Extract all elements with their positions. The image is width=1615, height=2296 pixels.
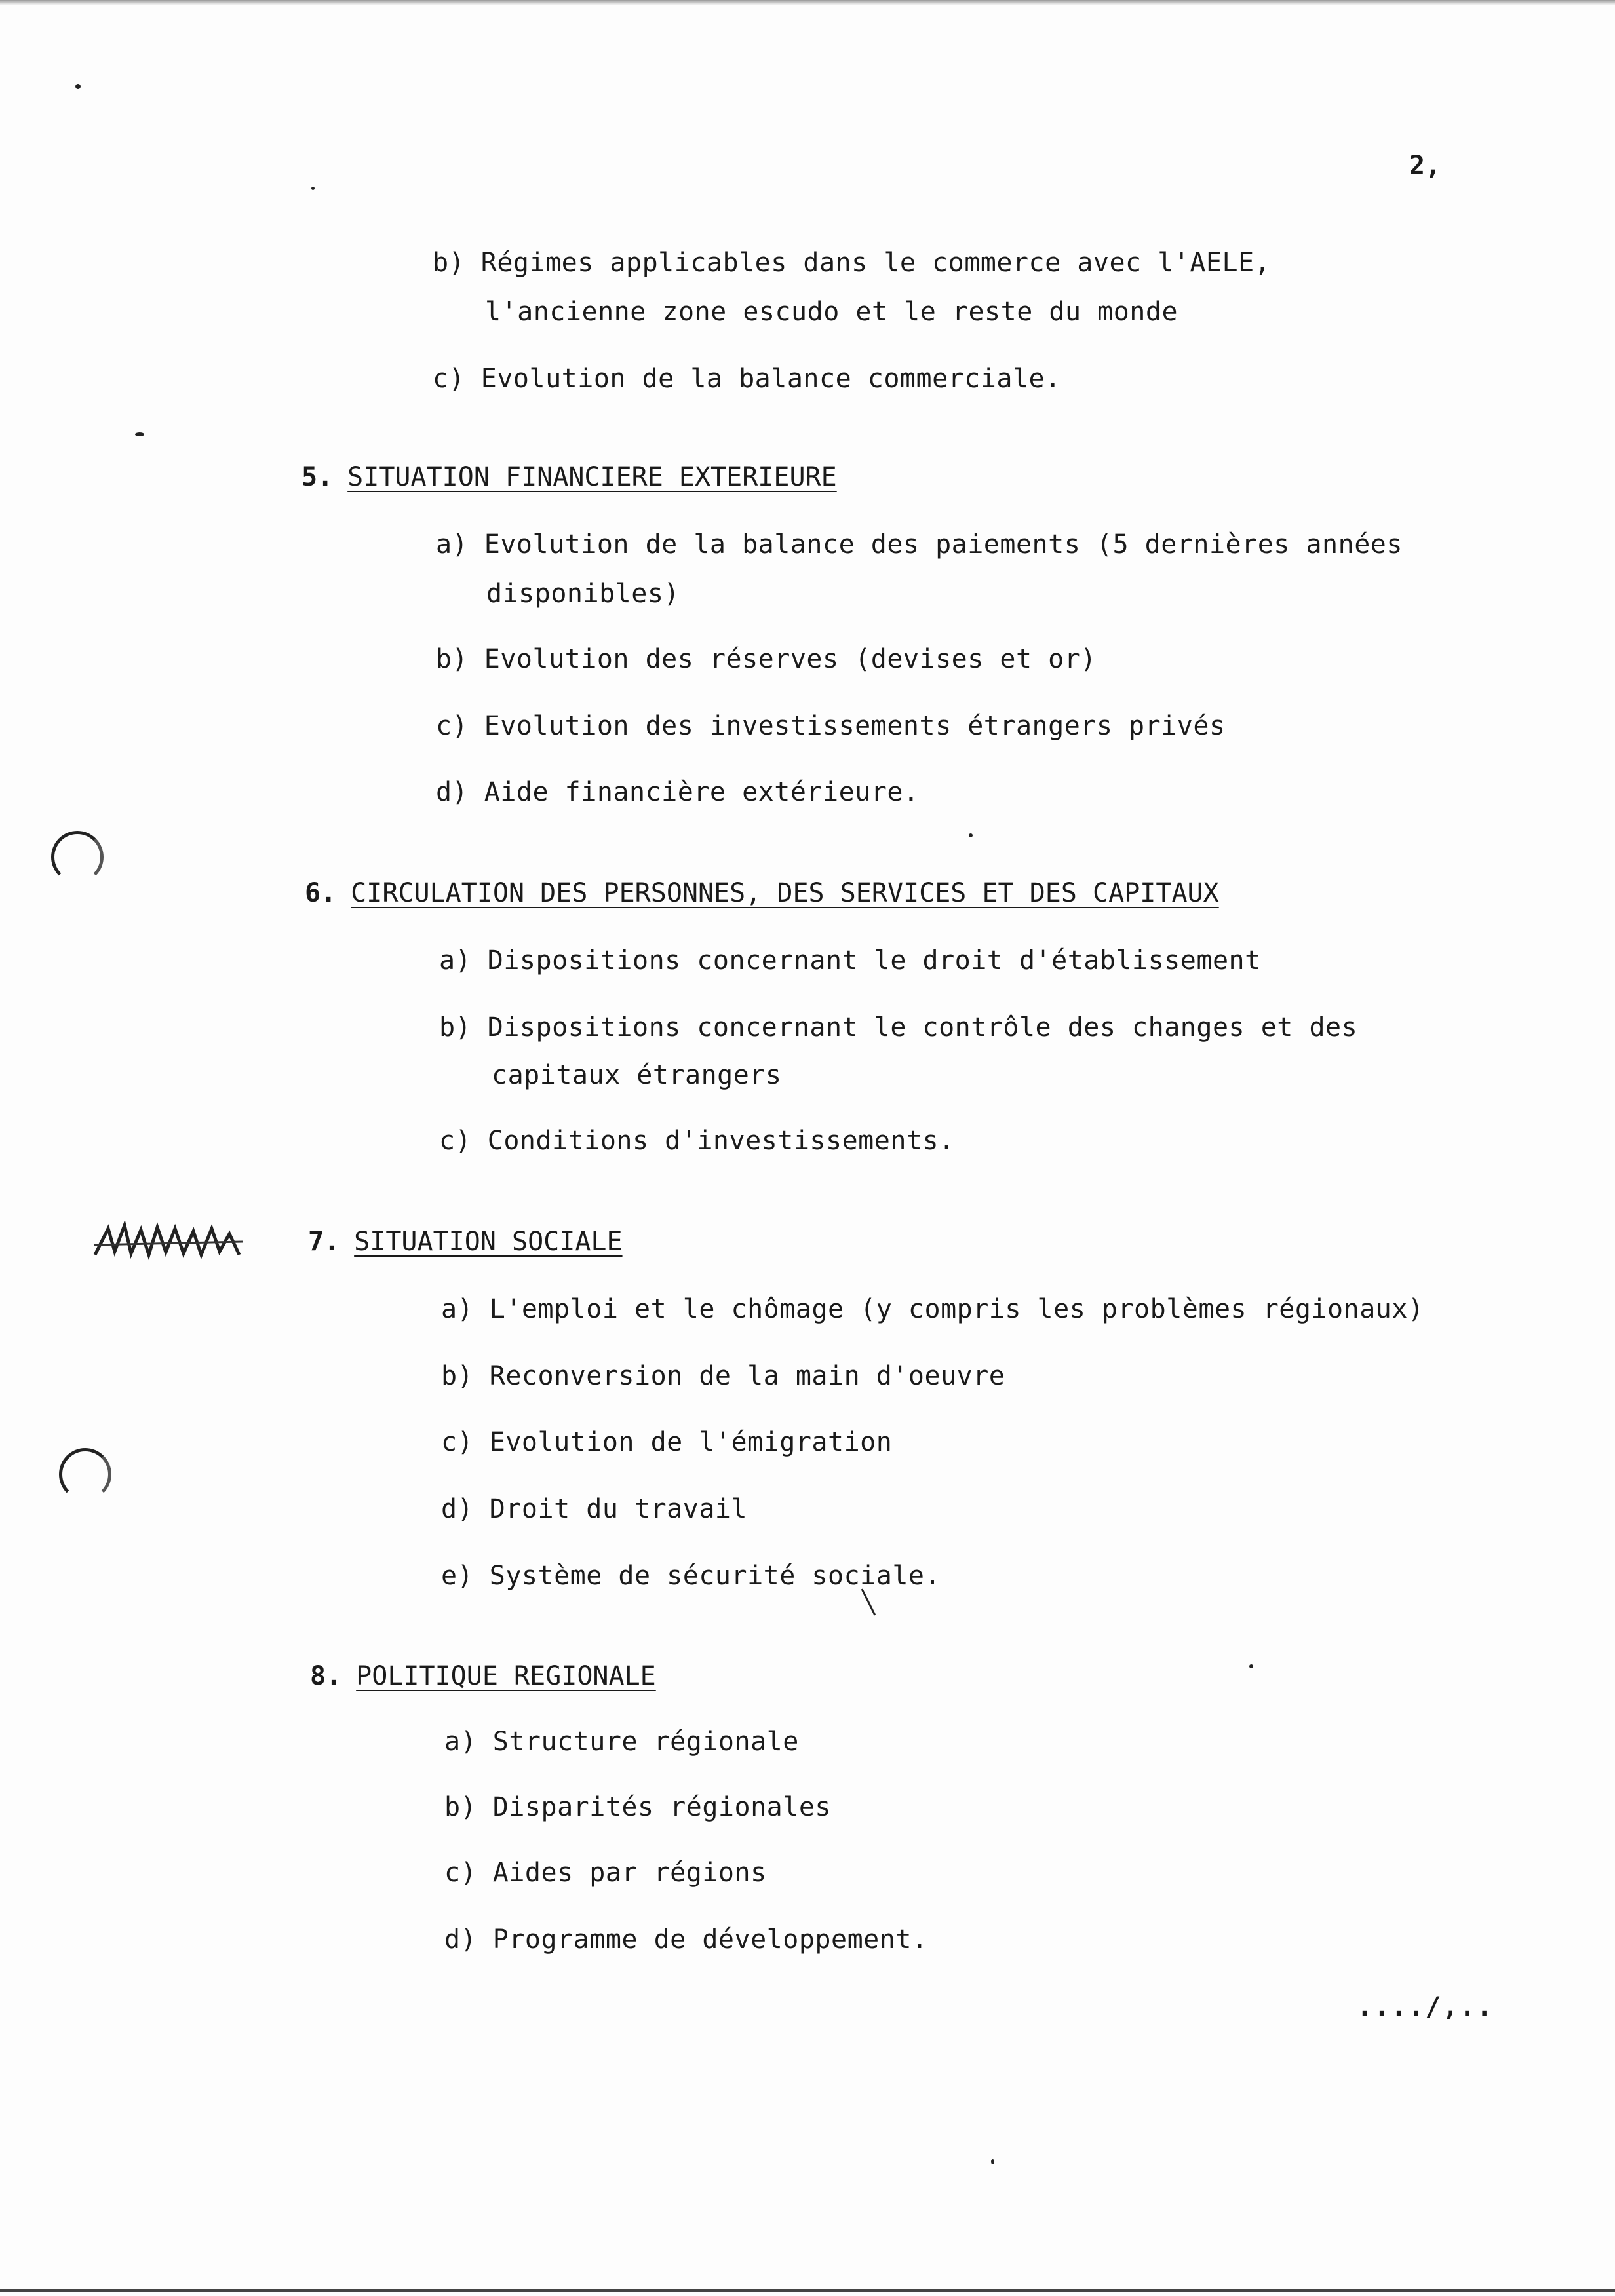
- item-4b-cont: l'ancienne zone escudo et le reste du monde: [485, 297, 1178, 327]
- item-label: c): [441, 1427, 474, 1457]
- item-text: Dispositions concernant le droit d'établissement: [487, 946, 1261, 976]
- section-number: 8.: [310, 1661, 342, 1691]
- item-label: a): [436, 529, 469, 560]
- item-text: Aides par régions: [492, 1858, 767, 1888]
- item-text: Conditions d'investissements.: [487, 1126, 955, 1156]
- section-6-heading: [305, 878, 1219, 908]
- section-title: POLITIQUE REGIONALE: [356, 1661, 656, 1691]
- item-8c: [444, 1858, 767, 1888]
- item-label: a): [439, 946, 472, 976]
- item-label: d): [441, 1494, 474, 1524]
- item-label: a): [441, 1294, 474, 1324]
- punch-hole-top: [51, 831, 104, 883]
- item-label: c): [433, 364, 465, 394]
- item-text: Evolution de la balance des paiements (5 dernières années: [484, 529, 1403, 560]
- item-label: c): [436, 711, 469, 741]
- item-label: e): [441, 1561, 474, 1591]
- page-number: 2,: [1409, 151, 1441, 181]
- item-text: Système de sécurité sociale.: [489, 1561, 941, 1591]
- scan-speck: [1249, 1664, 1253, 1668]
- item-text: Evolution des investissements étrangers privés: [484, 711, 1226, 741]
- item-label: c): [439, 1126, 472, 1156]
- item-label: a): [444, 1727, 477, 1757]
- continuation-mark: ..../,..: [1357, 1992, 1494, 2022]
- item-8d: [444, 1924, 927, 1955]
- scan-speck: [75, 84, 81, 89]
- scan-speck: [969, 833, 973, 837]
- item-text: Programme de développement.: [492, 1924, 928, 1955]
- item-label: b): [436, 644, 469, 674]
- item-text: Disparités régionales: [492, 1792, 831, 1822]
- item-label: b): [439, 1012, 472, 1043]
- item-text: Aide financière extérieure.: [484, 777, 920, 807]
- handwritten-scribble-mark: [88, 1215, 252, 1268]
- item-5b: [436, 644, 1097, 674]
- section-number: 7.: [308, 1227, 340, 1257]
- item-7b: [441, 1361, 1005, 1391]
- section-5-heading: [302, 462, 837, 492]
- item-7c: [441, 1427, 892, 1457]
- section-number: 6.: [305, 878, 337, 908]
- scan-speck: [991, 2159, 994, 2164]
- item-label: d): [444, 1924, 477, 1955]
- item-7a: [441, 1294, 1424, 1324]
- scan-speck: [135, 432, 144, 436]
- section-7-heading: [308, 1227, 623, 1257]
- item-4c: [433, 364, 1061, 394]
- section-title: SITUATION SOCIALE: [354, 1227, 623, 1257]
- section-title: CIRCULATION DES PERSONNES, DES SERVICES ET DES CAPITAUX: [351, 878, 1219, 908]
- scan-top-edge: [0, 0, 1615, 5]
- item-text: Evolution de la balance commerciale.: [480, 364, 1061, 394]
- section-title: SITUATION FINANCIERE EXTERIEURE: [347, 462, 837, 492]
- item-label: b): [441, 1361, 474, 1391]
- item-text: Evolution des réserves (devises et or): [484, 644, 1097, 674]
- item-text: Reconversion de la main d'oeuvre: [489, 1361, 1005, 1391]
- item-5d: [436, 777, 919, 807]
- item-8a: [444, 1727, 799, 1757]
- item-5a-cont: disponibles): [486, 579, 680, 609]
- item-6c: [439, 1126, 955, 1156]
- item-6b-cont: capitaux étrangers: [492, 1060, 782, 1090]
- item-7d: [441, 1494, 747, 1524]
- item-text: Droit du travail: [489, 1494, 748, 1524]
- item-text: Structure régionale: [492, 1727, 799, 1757]
- item-text: Dispositions concernant le contrôle des changes et des: [487, 1012, 1358, 1043]
- item-label: b): [433, 248, 465, 278]
- punch-hole-bottom: [59, 1448, 111, 1501]
- item-4b: [433, 248, 1270, 278]
- item-label: d): [436, 777, 469, 807]
- item-text: Evolution de l'émigration: [489, 1427, 893, 1457]
- item-text: L'emploi et le chômage (y compris les problèmes régionaux): [489, 1294, 1424, 1324]
- stray-pen-mark: [859, 1586, 878, 1618]
- item-6b: [439, 1012, 1357, 1043]
- item-8b: [444, 1792, 831, 1822]
- scan-bottom-edge: [0, 2289, 1615, 2292]
- section-8-heading: [310, 1661, 656, 1691]
- item-6a: [439, 946, 1261, 976]
- item-5c: [436, 711, 1226, 741]
- section-number: 5.: [302, 462, 334, 492]
- item-text: Régimes applicables dans le commerce avec l'AELE,: [480, 248, 1271, 278]
- scan-speck: [311, 187, 315, 190]
- item-label: b): [444, 1792, 477, 1822]
- item-label: c): [444, 1858, 477, 1888]
- item-5a: [436, 529, 1403, 560]
